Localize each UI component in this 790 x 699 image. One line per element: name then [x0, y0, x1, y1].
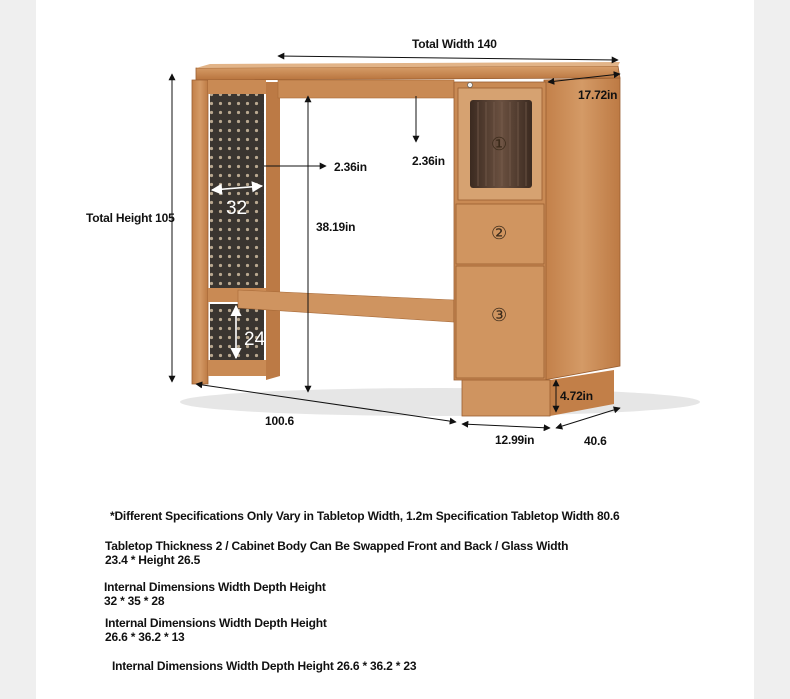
label-knee-height: 38.19in [316, 220, 356, 234]
label-total-width: Total Width 140 [412, 37, 497, 51]
label-base-width: 100.6 [265, 414, 295, 428]
left-top-rail [208, 80, 266, 94]
left-side-panel [192, 80, 208, 384]
label-plinth-height: 4.72in [560, 389, 593, 403]
internal-dimensions-2: Internal Dimensions Width Depth Height 26.6 * 36.2 * 13 [105, 616, 327, 644]
internal-dimensions-1: Internal Dimensions Width Depth Height 32 * 35 * 28 [104, 580, 326, 608]
left-side-back [266, 82, 280, 380]
label-plinth-width: 12.99in [495, 433, 535, 447]
cabinet-side [544, 78, 620, 380]
label-depth-top: 17.72in [578, 88, 618, 102]
dim-total-width [278, 56, 618, 60]
label-drawer-gap: 2.36in [412, 154, 445, 168]
label-rail-gap: 2.36in [334, 160, 367, 174]
tabletop [196, 66, 620, 80]
front-apron [278, 80, 454, 98]
marker-drawer-2: ② [491, 223, 508, 244]
marker-glass-door: ① [491, 134, 508, 155]
tabletop-note: Tabletop Thickness 2 / Cabinet Body Can Be Swapped Front and Back / Glass Width 23.4 * Height 26.5 [105, 539, 569, 567]
floor-shadow [180, 388, 700, 416]
marker-drawer-3: ③ [491, 305, 508, 326]
left-bottom-rail [208, 360, 266, 376]
internal-dimensions-3: Internal Dimensions Width Depth Height 26.6 * 36.2 * 23 [112, 659, 417, 673]
label-pegboard-width: 32 [226, 198, 248, 219]
plinth-front [462, 380, 550, 416]
pegboard-upper [210, 94, 264, 288]
label-pegboard-lower: 24 [244, 329, 266, 350]
door-knob [468, 83, 473, 88]
label-total-height: Total Height 105 [86, 211, 175, 225]
spec-note: *Different Specifications Only Vary in Tabletop Width, 1.2m Specification Tabletop Width 80.6 [110, 509, 620, 523]
dim-plinth-width [462, 424, 550, 428]
label-depth: 40.6 [584, 434, 607, 448]
